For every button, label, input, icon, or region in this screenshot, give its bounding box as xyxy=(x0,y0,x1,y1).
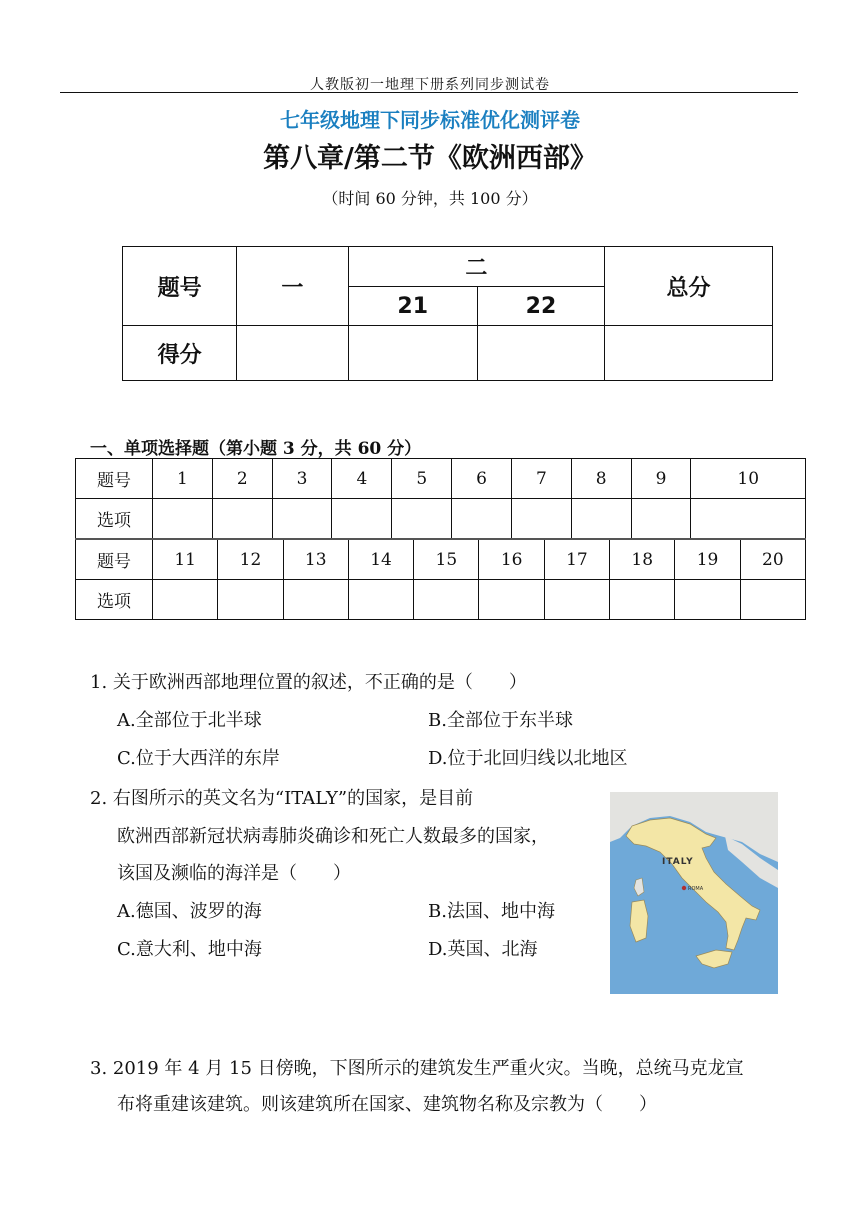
answer-table-number-row xyxy=(76,459,806,499)
answer-number: 4 xyxy=(332,459,392,499)
answer-cell[interactable] xyxy=(348,580,413,620)
answer-cell[interactable] xyxy=(414,580,479,620)
section-one-heading: 一、单项选择题（第小题 3 分，共 60 分） xyxy=(90,439,422,459)
answer-number: 17 xyxy=(544,539,609,580)
question-3-stem-line-1: 3. 2019 年 4 月 15 日傍晚，下图所示的建筑发生严重火灾。当晚，总统马克龙宣 xyxy=(90,1058,744,1079)
answer-cell[interactable] xyxy=(272,499,332,539)
answer-cell[interactable] xyxy=(740,580,805,620)
answer-cell[interactable] xyxy=(153,580,218,620)
answer-number: 19 xyxy=(675,539,740,580)
header-rule xyxy=(60,92,798,93)
question-2-stem-line-3: 该国及濒临的海洋是（ ） xyxy=(117,863,351,884)
answer-cell[interactable] xyxy=(392,499,452,539)
answer-cell[interactable] xyxy=(479,580,544,620)
score-cell-q22[interactable] xyxy=(477,326,604,381)
question-2-stem-line-1: 2. 右图所示的英文名为“ITALY”的国家，是目前 xyxy=(90,788,474,809)
score-cell-total[interactable] xyxy=(605,326,773,381)
answer-row-option-label: 选项 xyxy=(76,580,153,620)
answer-cell[interactable] xyxy=(691,499,806,539)
running-header: 人教版初一地理下册系列同步测试卷 xyxy=(310,77,550,93)
answer-number: 7 xyxy=(511,459,571,499)
answer-cell[interactable] xyxy=(675,580,740,620)
answer-number: 11 xyxy=(153,539,218,580)
score-table xyxy=(122,246,773,381)
map-capital-dot xyxy=(682,886,686,890)
answer-cell[interactable] xyxy=(511,499,571,539)
question-1-option-b[interactable]: B.全部位于东半球 xyxy=(428,710,573,731)
answer-number: 20 xyxy=(740,539,805,580)
answer-table-option-row xyxy=(76,580,806,620)
score-table-part-one: 一 xyxy=(237,247,348,326)
score-table-q22: 22 xyxy=(477,287,604,326)
answer-number: 6 xyxy=(452,459,512,499)
answer-table-1 xyxy=(75,458,806,539)
answer-number: 8 xyxy=(571,459,631,499)
answer-cell[interactable] xyxy=(283,580,348,620)
question-1-option-c[interactable]: C.位于大西洋的东岸 xyxy=(117,748,280,769)
answer-cell[interactable] xyxy=(332,499,392,539)
question-2-option-d[interactable]: D.英国、北海 xyxy=(428,939,538,960)
question-2-option-c[interactable]: C.意大利、地中海 xyxy=(117,939,262,960)
answer-number: 3 xyxy=(272,459,332,499)
score-cell-part-one[interactable] xyxy=(237,326,348,381)
answer-number: 5 xyxy=(392,459,452,499)
answer-cell[interactable] xyxy=(631,499,691,539)
answer-row-number-label: 题号 xyxy=(76,539,153,580)
score-cell-q21[interactable] xyxy=(348,326,477,381)
score-table-total: 总分 xyxy=(605,247,773,326)
answer-number: 1 xyxy=(153,459,213,499)
question-2-stem-line-2: 欧洲西部新冠状病毒肺炎确诊和死亡人数最多的国家， xyxy=(117,826,549,847)
answer-number: 16 xyxy=(479,539,544,580)
question-2-option-a[interactable]: A.德国、波罗的海 xyxy=(117,901,262,922)
score-table-q21: 21 xyxy=(348,287,477,326)
answer-row-number-label: 题号 xyxy=(76,459,153,499)
answer-cell[interactable] xyxy=(452,499,512,539)
answer-cell[interactable] xyxy=(544,580,609,620)
answer-cell[interactable] xyxy=(610,580,675,620)
question-1-option-d[interactable]: D.位于北回归线以北地区 xyxy=(428,748,628,769)
question-1-stem: 1. 关于欧洲西部地理位置的叙述，不正确的是（ ） xyxy=(90,672,527,693)
answer-cell[interactable] xyxy=(153,499,213,539)
answer-number: 12 xyxy=(218,539,283,580)
answer-number: 10 xyxy=(691,459,806,499)
answer-table-option-row xyxy=(76,499,806,539)
question-3-stem-line-2: 布将重建该建筑。则该建筑所在国家、建筑物名称及宗教为（ ） xyxy=(117,1094,657,1115)
score-table-score-label: 得分 xyxy=(123,326,237,381)
italy-map-figure xyxy=(610,792,778,994)
answer-cell[interactable] xyxy=(218,580,283,620)
exam-title: 第八章/第二节《欧洲西部》 xyxy=(263,143,597,174)
answer-number: 13 xyxy=(283,539,348,580)
answer-number: 18 xyxy=(610,539,675,580)
question-2-option-b[interactable]: B.法国、地中海 xyxy=(428,901,555,922)
exam-subtitle: 七年级地理下同步标准优化测评卷 xyxy=(280,108,580,132)
answer-number: 15 xyxy=(414,539,479,580)
score-table-part-two: 二 xyxy=(348,247,604,287)
answer-table-2 xyxy=(75,538,806,620)
answer-number: 14 xyxy=(348,539,413,580)
score-table-number-label: 题号 xyxy=(123,247,237,326)
answer-cell[interactable] xyxy=(212,499,272,539)
answer-number: 2 xyxy=(212,459,272,499)
map-country-label: ITALY xyxy=(662,857,694,867)
map-capital-label: ROMA xyxy=(688,886,704,892)
question-1-option-a[interactable]: A.全部位于北半球 xyxy=(117,710,262,731)
answer-row-option-label: 选项 xyxy=(76,499,153,539)
time-note: （时间 60 分钟，共 100 分） xyxy=(322,189,538,208)
answer-cell[interactable] xyxy=(571,499,631,539)
answer-table-number-row xyxy=(76,539,806,580)
answer-number: 9 xyxy=(631,459,691,499)
